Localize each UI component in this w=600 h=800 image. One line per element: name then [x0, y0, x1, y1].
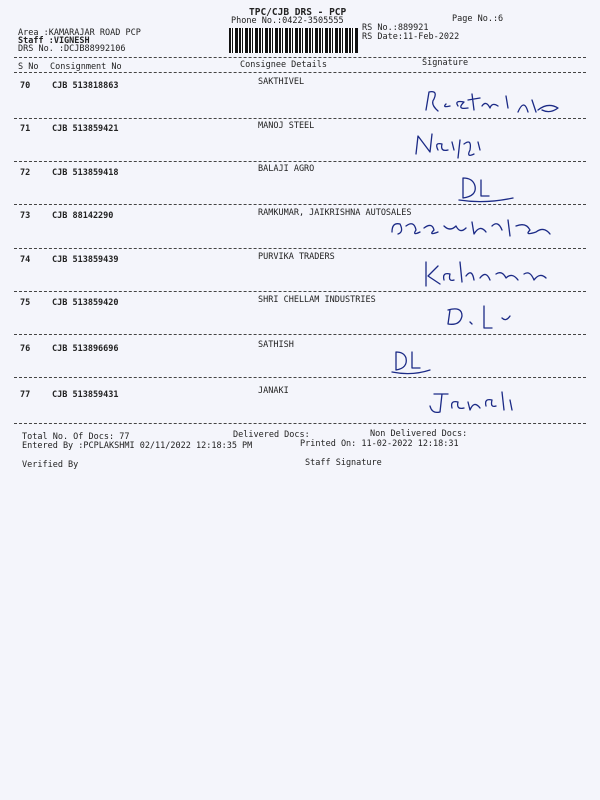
row-divider	[14, 423, 586, 424]
drs-number: DRS No. :DCJB88992106	[18, 44, 126, 54]
barcode	[229, 28, 358, 53]
row-consignee: SAKTHIVEL	[258, 77, 305, 87]
printed-on: Printed On: 11-02-2022 12:18:31	[300, 439, 459, 449]
row-divider	[14, 334, 586, 335]
col-consignee: Consignee Details	[240, 60, 327, 70]
delivered-docs: Delivered Docs:	[233, 430, 310, 440]
row-divider	[14, 118, 586, 119]
row-consignee: SATHISH	[258, 340, 294, 350]
row-sno: 72	[20, 168, 31, 178]
row-consignment: CJB 513859439	[52, 255, 119, 265]
row-consignment: CJB 513859421	[52, 124, 119, 134]
entered-by: Entered By :PCPLAKSHMI 02/11/2022 12:18:35 PM	[22, 441, 253, 451]
report-title: TPC/CJB DRS - PCP	[249, 7, 347, 18]
row-consignment: CJB 88142290	[52, 211, 114, 221]
signature-71	[412, 128, 502, 160]
row-consignee: JANAKI	[258, 386, 289, 396]
row-consignment: CJB 513859418	[52, 168, 119, 178]
row-sno: 76	[20, 344, 31, 354]
row-sno: 74	[20, 255, 31, 265]
signature-70	[420, 84, 580, 120]
signature-75	[440, 300, 540, 334]
staff-signature: Staff Signature	[305, 458, 382, 468]
row-consignee: PURVIKA TRADERS	[258, 252, 335, 262]
staff-label: Staff :VIGNESH	[18, 36, 90, 46]
row-consignee: SHRI CHELLAM INDUSTRIES	[258, 295, 376, 305]
area-label: Area :KAMARAJAR ROAD PCP	[18, 28, 141, 38]
page-number: Page No.:6	[452, 14, 504, 24]
signature-72	[455, 172, 525, 204]
total-docs: Total No. Of Docs: 77	[22, 432, 130, 442]
row-sno: 70	[20, 81, 31, 91]
row-divider	[14, 377, 586, 378]
row-consignee: RAMKUMAR, JAIKRISHNA AUTOSALES	[258, 208, 412, 218]
row-consignment: CJB 513818863	[52, 81, 119, 91]
row-sno: 77	[20, 390, 31, 400]
row-divider	[14, 291, 586, 292]
signature-76	[388, 346, 448, 376]
header-divider-top	[14, 57, 586, 58]
row-sno: 73	[20, 211, 31, 221]
row-sno: 71	[20, 124, 31, 134]
phone-number: Phone No.:0422-3505555	[231, 16, 344, 26]
col-signature: Signature	[422, 58, 469, 68]
row-divider	[14, 161, 586, 162]
row-divider	[14, 248, 586, 249]
col-sno: S No	[18, 62, 39, 72]
rs-number: RS No.:889921	[362, 23, 429, 33]
row-sno: 75	[20, 298, 31, 308]
row-consignment: CJB 513859420	[52, 298, 119, 308]
verified-by: Verified By	[22, 460, 79, 470]
row-consignment: CJB 513896696	[52, 344, 119, 354]
row-divider	[14, 204, 586, 205]
row-consignee: MANOJ STEEL	[258, 121, 315, 131]
signature-77	[424, 386, 544, 418]
header-divider-bottom	[14, 72, 586, 73]
signature-74	[420, 258, 560, 290]
row-consignee: BALAJI AGRO	[258, 164, 315, 174]
signature-73	[386, 212, 566, 242]
row-consignment: CJB 513859431	[52, 390, 119, 400]
non-delivered-docs: Non Delivered Docs:	[370, 429, 468, 439]
rs-date: RS Date:11-Feb-2022	[362, 32, 460, 42]
col-consignment: Consignment No	[50, 62, 122, 72]
